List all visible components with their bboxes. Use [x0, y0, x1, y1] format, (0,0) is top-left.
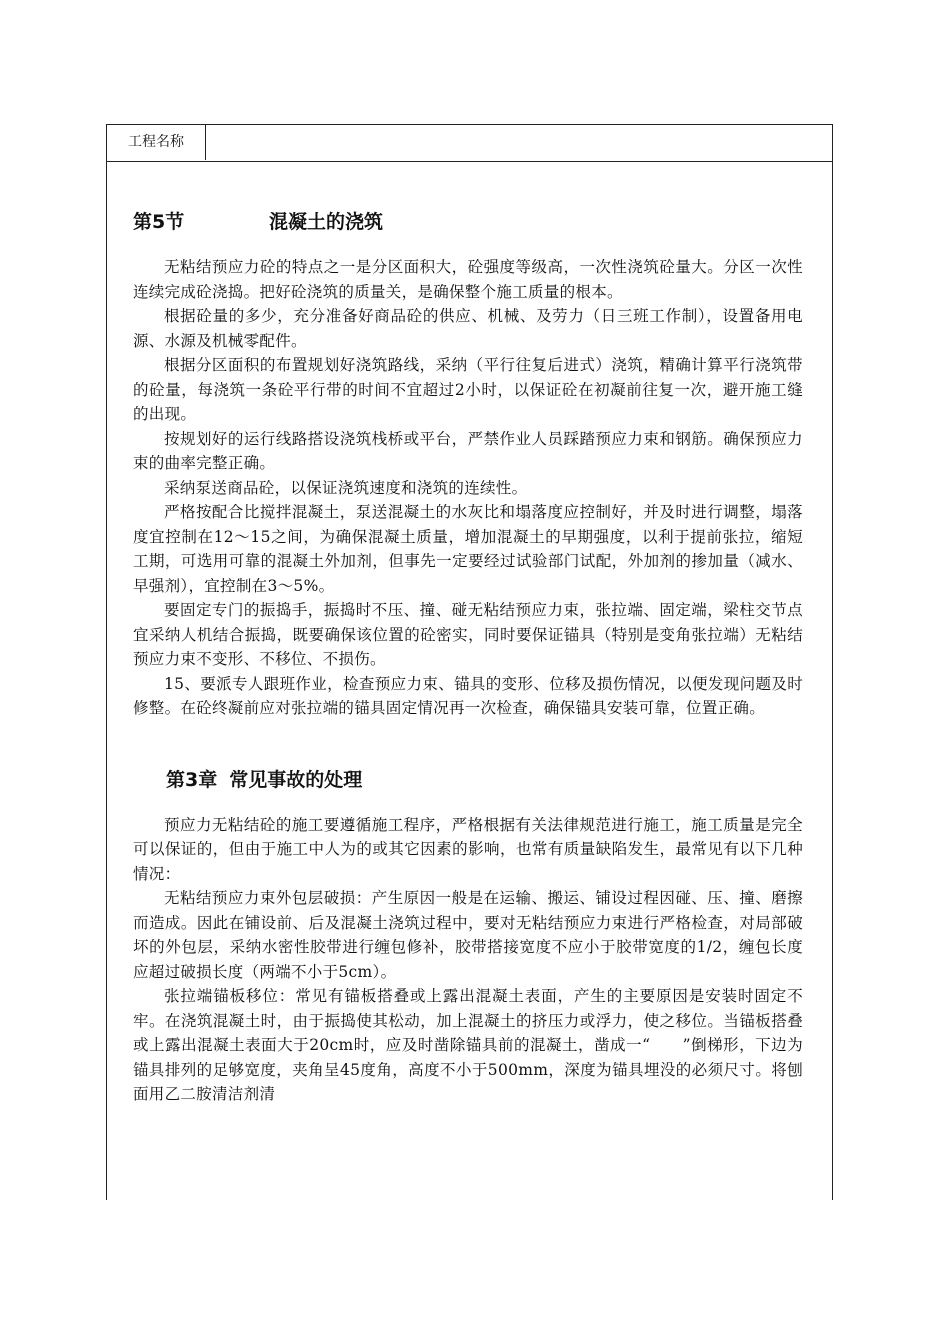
- paragraph: 根据砼量的多少，充分准备好商品砼的供应、机械、及劳力（日三班工作制），设置备用电源、水源及机械零配件。: [133, 307, 803, 350]
- paragraph: 无粘结预应力砼的特点之一是分区面积大，砼强度等级高，一次性浇筑砼量大。分区一次性连续完成砼浇捣。把好砼浇筑的质量关，是确保整个施工质量的根本。: [133, 258, 803, 301]
- document-frame: [106, 124, 833, 1200]
- chapter-heading: [133, 765, 803, 795]
- project-name-label: 工程名称: [107, 125, 206, 160]
- paragraph: 采纳泵送商品砼，以保证浇筑速度和浇筑的连续性。: [164, 478, 528, 497]
- chapter-number: 第3章: [166, 768, 218, 791]
- paragraph: 要固定专门的振捣手，振捣时不压、撞、碰无粘结预应力束，张拉端、固定端，梁柱交节点宜采纳人机结合振捣，既要确保该位置的砼密实，同时要保证锚具（特别是变角张拉端）无粘结预应力束不变形、不移位、不损伤。: [133, 601, 803, 668]
- paragraph: 按规划好的运行线路搭设浇筑栈桥或平台，严禁作业人员踩踏预应力束和钢筋。确保预应力束的曲率完整正确。: [133, 429, 803, 472]
- header-row: [107, 125, 832, 162]
- paragraph: 预应力无粘结砼的施工要遵循施工程序，严格根据有关法律规范进行施工，施工质量是完全可以保证的，但由于施工中人为的或其它因素的影响，也常有质量缺陷发生，最常见有以下几种情况：: [133, 815, 803, 883]
- document-body: [133, 207, 803, 1107]
- paragraph: 15、要派专人跟班作业，检查预应力束、锚具的变形、位移及损伤情况，以便发现问题及时修整。在砼终凝前应对张拉端的锚具固定情况再一次检查，确保锚具安装可靠，位置正确。: [133, 674, 803, 717]
- paragraph: 根据分区面积的布置规划好浇筑路线，采纳（平行往复后进式）浇筑，精确计算平行浇筑带的砼量，每浇筑一条砼平行带的时间不宜超过2小时，以保证砼在初凝前往复一次，避开施工缝的出现。: [133, 356, 803, 423]
- section-number: 第5节: [133, 211, 185, 233]
- chapter-title: 常见事故的处理: [229, 768, 363, 791]
- project-name-value: [207, 125, 832, 160]
- section-heading: [133, 207, 803, 237]
- paragraph: 无粘结预应力束外包层破损：产生原因一般是在运输、搬运、铺设过程因碰、压、撞、磨擦而造成。因此在铺设前、后及混凝土浇筑过程中，要对无粘结预应力束进行严格检查，对局部破坏的外包层，采纳水密性胶带进行缠包修补，胶带搭接宽度不应小于胶带宽度的1/2，缠包长度应超过破损长度（两端不小于5cm）。: [133, 889, 803, 981]
- section-title: 混凝土的浇筑: [269, 211, 384, 233]
- paragraph: 张拉端锚板移位：常见有锚板搭叠或上露出混凝土表面，产生的主要原因是安装时固定不牢。在浇筑混凝土时，由于振捣使其松动，加上混凝土的挤压力或浮力，使之移位。当锚板搭叠或上露出混凝土表面大于20cm时，应及时凿除锚具前的混凝土，凿成一“ ”倒梯形，下边为锚具排列的足够宽度，夹角呈45度角，高度不小于500mm，深度为锚具埋没的必须尺寸。将刨面用乙二胺清洁剂清: [133, 987, 803, 1103]
- paragraph: 严格按配合比搅拌混凝土，泵送混凝土的水灰比和塌落度应控制好，并及时进行调整，塌落度宜控制在12～15之间，为确保混凝土质量，增加混凝土的早期强度，以利于提前张拉，缩短工期，可选用可靠的混凝土外加剂，但事先一定要经过试验部门试配，外加剂的掺加量（减水、早强剂），宜控制在3～5%。: [133, 503, 803, 595]
